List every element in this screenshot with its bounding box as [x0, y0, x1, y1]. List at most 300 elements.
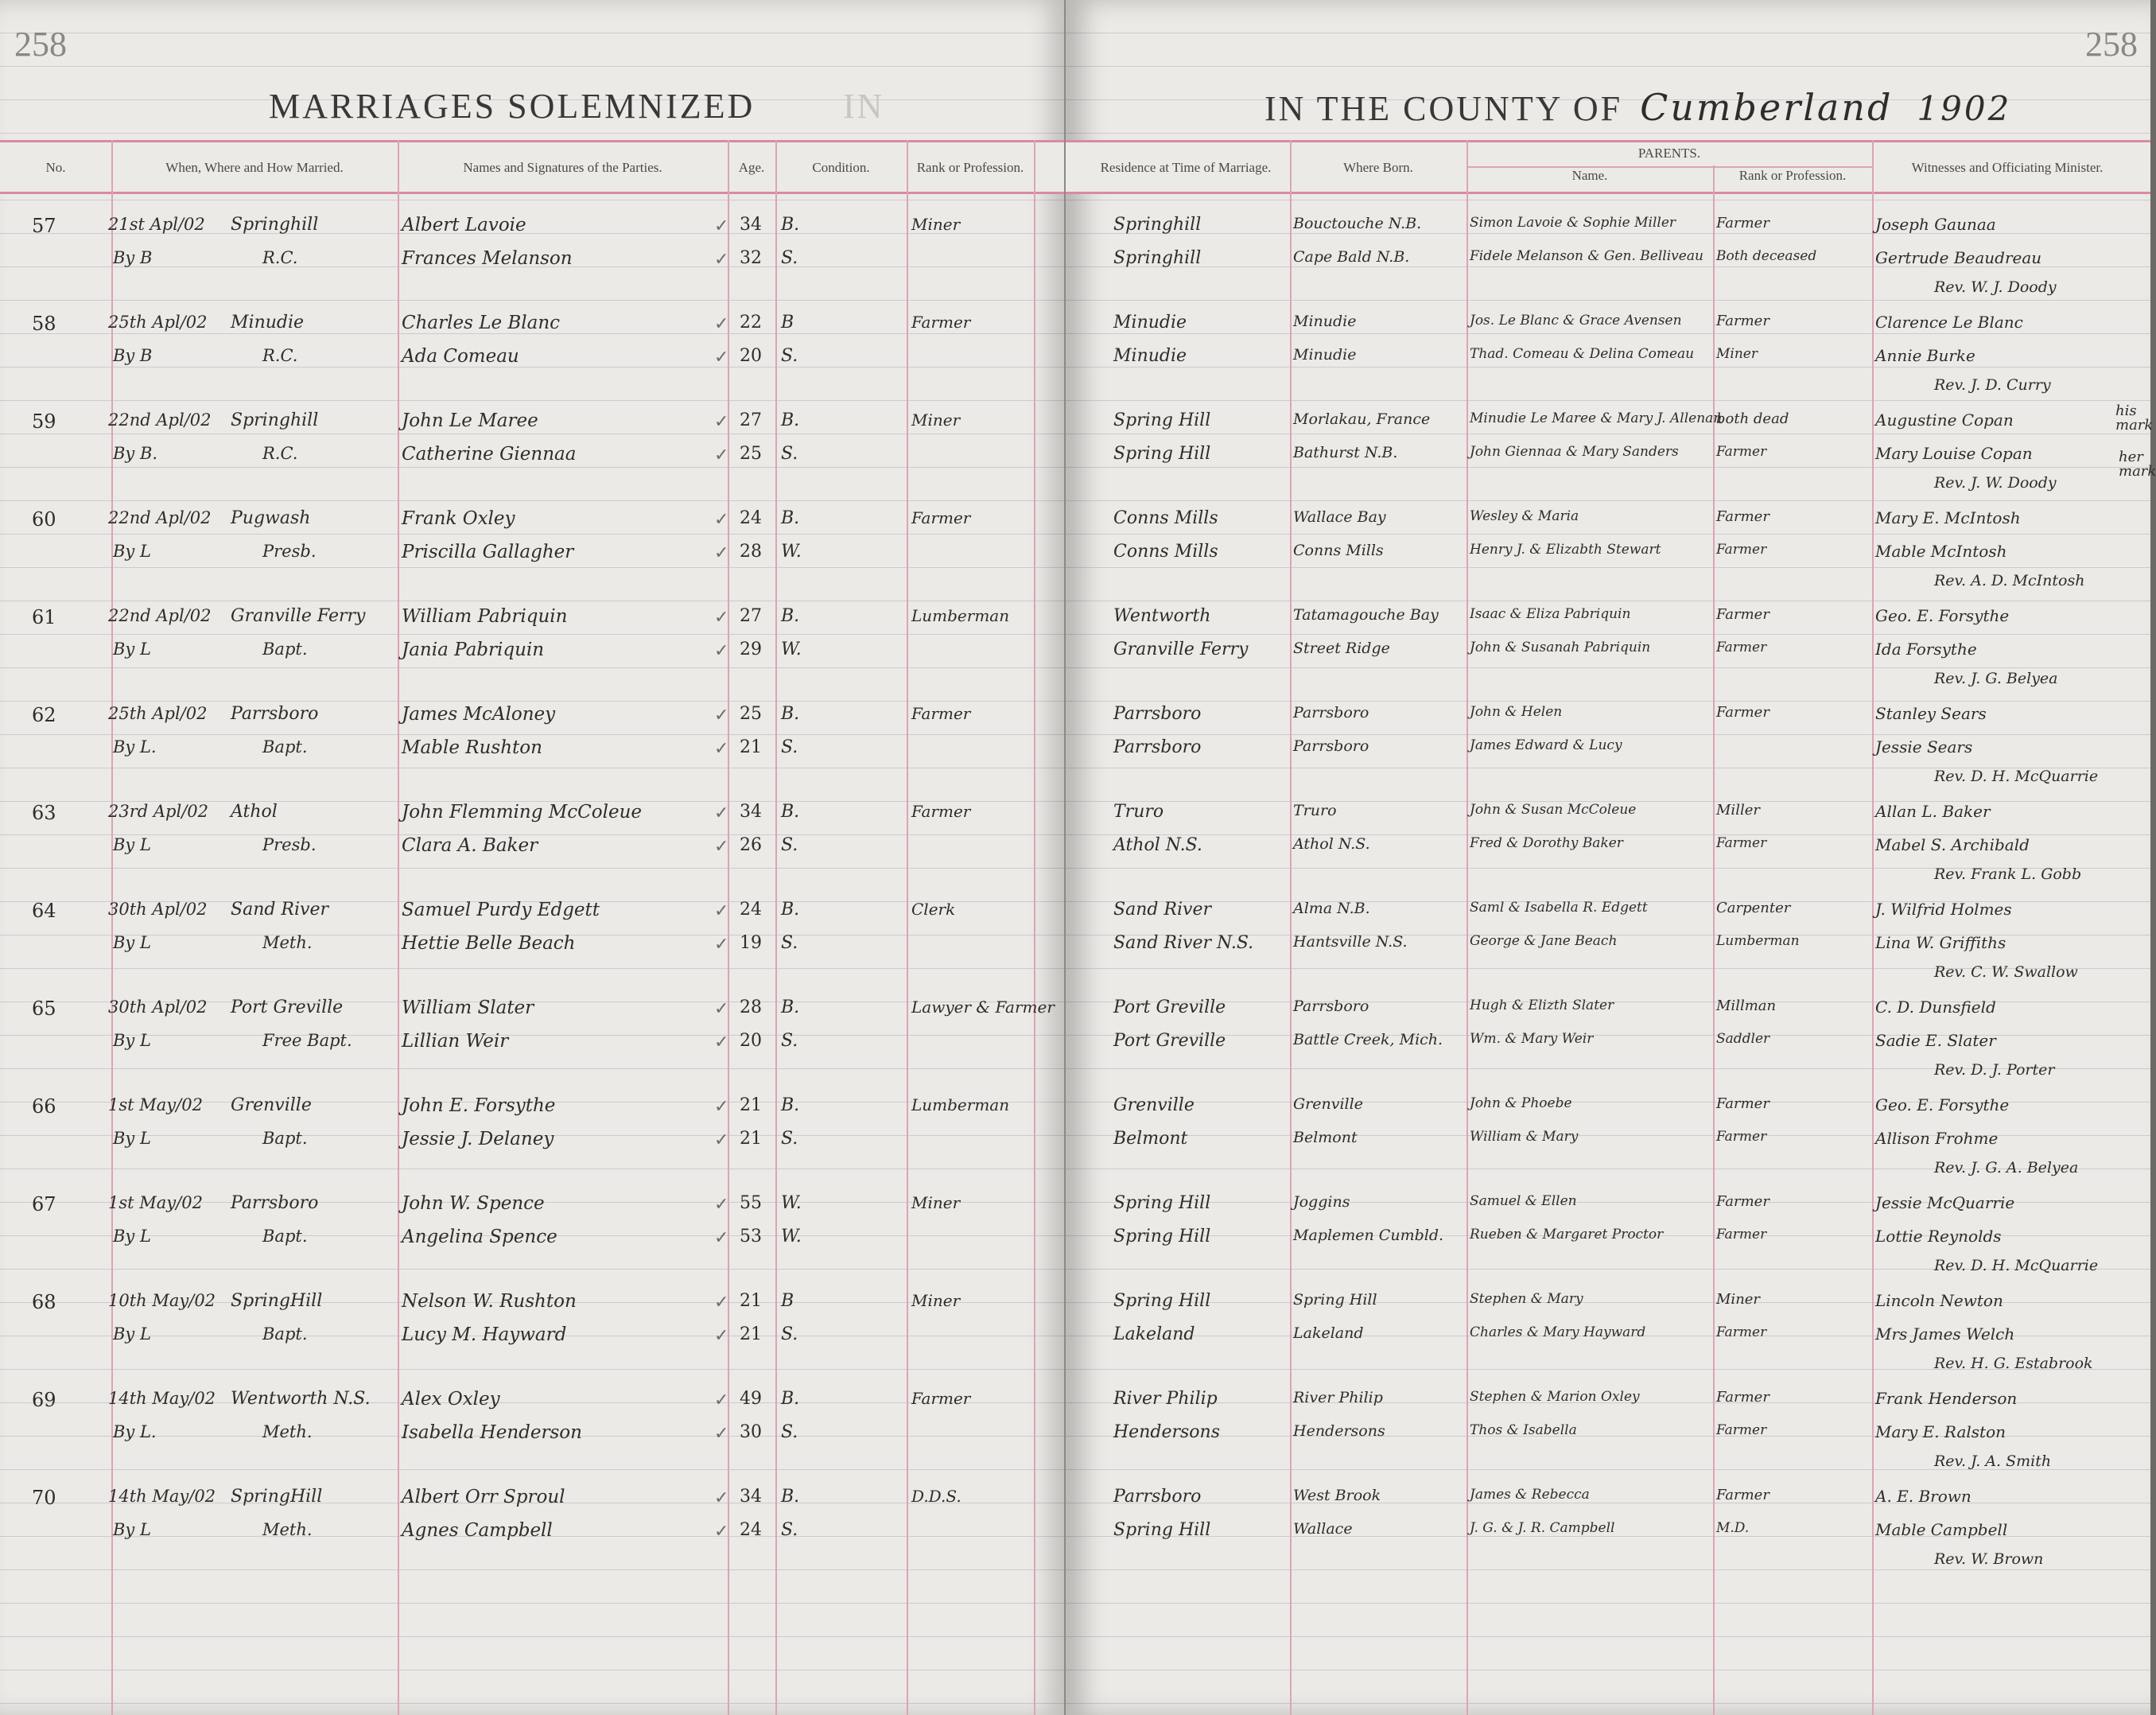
marriage-method: By L [113, 640, 151, 659]
bride-age: 25 [740, 444, 762, 464]
marriage-method: By L [113, 1227, 151, 1246]
age-tick: ✓ [714, 1097, 729, 1117]
bride-residence: Belmont [1113, 1129, 1188, 1149]
groom-condition: B. [781, 508, 800, 528]
groom-condition: B. [781, 998, 800, 1017]
groom-age: 21 [740, 1095, 762, 1115]
marriage-date: 14th May/02 [108, 1389, 216, 1408]
bride-parents: John & Susanah Pabriquin [1470, 640, 1651, 655]
witness-one: Augustine Copan [1875, 410, 2014, 430]
groom-parents: John & Susan McColeue [1470, 802, 1637, 818]
age-tick: ✓ [714, 543, 729, 563]
groom-parents: John & Phoebe [1470, 1095, 1572, 1111]
bride-age: 19 [740, 933, 762, 953]
groom-rank: Lumberman [911, 606, 1010, 625]
marriage-place: Springhill [231, 215, 319, 235]
col-header-age: Age. [738, 159, 765, 175]
age-tick: ✓ [714, 1032, 729, 1052]
groom-birthplace: Morlakau, France [1293, 410, 1431, 428]
groom-birthplace: Parrsboro [1293, 704, 1369, 721]
officiating-minister: Rev. J. G. Belyea [1934, 670, 2058, 687]
bride-name: Mable Rushton [402, 737, 542, 758]
bride-condition: W. [781, 1227, 802, 1246]
groom-rank: Lumberman [911, 1095, 1010, 1114]
officiating-minister: Rev. W. Brown [1934, 1550, 2044, 1568]
marriage-method: By L. [113, 737, 157, 756]
bride-parents-rank: Farmer [1716, 640, 1767, 655]
denomination: Meth. [262, 1422, 313, 1441]
denomination: Bapt. [262, 1227, 308, 1246]
groom-residence: Parrsboro [1113, 704, 1202, 724]
groom-name: Albert Lavoie [402, 215, 526, 235]
marriage-place: Springhill [231, 410, 319, 430]
groom-residence: Truro [1113, 802, 1164, 822]
groom-residence: Minudie [1113, 313, 1187, 332]
bride-parents: Rueben & Margaret Proctor [1470, 1227, 1664, 1242]
col-header-rank: Rank or Profession. [916, 159, 1024, 175]
bride-name: Jania Pabriquin [402, 640, 545, 660]
denomination: Presb. [262, 542, 317, 561]
marriage-date: 1st May/02 [108, 1193, 203, 1212]
groom-name: John Le Maree [402, 410, 538, 431]
groom-rank: Clerk [911, 900, 956, 919]
groom-parents: Simon Lavoie & Sophie Miller [1470, 215, 1676, 231]
her-mark-note: her mark [2119, 449, 2156, 480]
groom-name: Albert Orr Sproul [402, 1487, 565, 1507]
witness-one: Frank Henderson [1875, 1389, 2018, 1408]
marriage-date: 21st Apl/02 [108, 215, 205, 234]
groom-age: 55 [740, 1193, 762, 1213]
bride-birthplace: Hendersons [1293, 1422, 1385, 1440]
bride-age: 21 [740, 1129, 762, 1149]
groom-name: Nelson W. Rushton [402, 1291, 577, 1312]
marriage-method: By B. [113, 444, 158, 463]
marriage-place: Minudie [231, 313, 305, 332]
col-header-witnesses: Witnesses and Officiating Minister. [1911, 159, 2104, 175]
county-name: Cumberland [1640, 86, 1894, 129]
groom-age: 34 [740, 802, 762, 822]
groom-rank: D.D.S. [911, 1487, 961, 1506]
marriage-method: By L. [113, 1422, 157, 1441]
marriage-place: Port Greville [231, 998, 344, 1017]
bride-residence: Springhill [1113, 248, 1202, 268]
bride-age: 21 [740, 737, 762, 757]
age-tick: ✓ [714, 706, 729, 725]
entry-number: 63 [32, 802, 56, 824]
age-tick: ✓ [714, 1488, 729, 1508]
witness-one: Geo. E. Forsythe [1875, 606, 2010, 625]
officiating-minister: Rev. W. J. Doody [1934, 278, 2057, 296]
groom-residence: Parrsboro [1113, 1487, 1202, 1507]
groom-parents-rank: Farmer [1716, 1095, 1769, 1112]
denomination: R.C. [262, 248, 298, 267]
groom-parents-rank: Farmer [1716, 508, 1769, 525]
bride-residence: Spring Hill [1113, 1520, 1211, 1540]
witness-two: Jessie Sears [1875, 737, 1973, 756]
bride-parents: Henry J. & Elizabth Stewart [1470, 542, 1661, 558]
groom-residence: River Philip [1113, 1389, 1218, 1409]
bride-parents-rank: Farmer [1716, 1129, 1767, 1145]
bride-condition: S. [781, 835, 798, 855]
groom-residence: Spring Hill [1113, 1193, 1211, 1213]
marriage-date: 10th May/02 [108, 1291, 216, 1310]
col-header-parents-rank: Rank or Profession. [1738, 167, 1847, 183]
bride-age: 26 [740, 835, 762, 855]
bride-residence: Hendersons [1113, 1422, 1220, 1442]
bride-age: 24 [740, 1520, 762, 1540]
bride-age: 20 [740, 346, 762, 366]
groom-residence: Conns Mills [1113, 508, 1218, 528]
groom-condition: B. [781, 704, 800, 724]
bride-condition: S. [781, 1520, 798, 1540]
groom-rank: Farmer [911, 313, 971, 332]
witness-two: Allison Frohme [1875, 1129, 1999, 1148]
marriage-date: 25th Apl/02 [108, 704, 208, 723]
bride-age: 32 [740, 248, 762, 268]
marriage-date: 22nd Apl/02 [108, 606, 212, 625]
entry-number: 57 [32, 215, 56, 237]
age-tick: ✓ [714, 901, 729, 921]
bride-name: Isabella Henderson [402, 1422, 582, 1443]
page-title-left: MARRIAGES SOLEMNIZED [269, 87, 756, 126]
his-mark-note: his mark [2115, 402, 2154, 434]
denomination: R.C. [262, 444, 298, 463]
faded-title-fragment: IN [843, 87, 885, 126]
witness-one: Clarence Le Blanc [1875, 313, 2023, 332]
denomination: R.C. [262, 346, 298, 365]
bride-name: Frances Melanson [402, 248, 573, 269]
officiating-minister: Rev. A. D. McIntosh [1934, 572, 2085, 589]
register-year: 1902 [1917, 89, 2012, 128]
bride-birthplace: Minudie [1293, 346, 1357, 364]
witness-two: Mabel S. Archibald [1875, 835, 2030, 854]
col-header-born: Where Born. [1343, 159, 1413, 175]
entry-number: 60 [32, 508, 56, 531]
groom-birthplace: Minudie [1293, 313, 1357, 330]
age-tick: ✓ [714, 1390, 729, 1410]
groom-condition: B. [781, 1095, 800, 1115]
groom-rank: Farmer [911, 704, 971, 723]
bride-residence: Lakeland [1113, 1324, 1195, 1344]
groom-parents: Isaac & Eliza Pabriquin [1470, 606, 1631, 622]
bride-birthplace: Bathurst N.B. [1293, 444, 1398, 461]
bride-name: Lucy M. Hayward [402, 1324, 567, 1345]
witness-two: Mrs James Welch [1875, 1324, 2015, 1344]
bride-name: Priscilla Gallagher [402, 542, 574, 562]
bride-name: Agnes Campbell [402, 1520, 553, 1541]
groom-parents-rank: Farmer [1716, 1193, 1769, 1210]
witness-one: C. D. Dunsfield [1875, 998, 1996, 1017]
age-tick: ✓ [714, 250, 729, 270]
officiating-minister: Rev. H. G. Estabrook [1934, 1355, 2093, 1372]
bride-name: Ada Comeau [402, 346, 519, 367]
groom-parents: Samuel & Ellen [1470, 1193, 1577, 1209]
bride-age: 21 [740, 1324, 762, 1344]
groom-name: Samuel Purdy Edgett [402, 900, 600, 920]
age-tick: ✓ [714, 739, 729, 759]
age-tick: ✓ [714, 412, 729, 432]
bride-parents-rank: Farmer [1716, 542, 1767, 558]
bride-condition: W. [781, 542, 802, 562]
age-tick: ✓ [714, 935, 729, 955]
age-tick: ✓ [714, 510, 729, 530]
groom-birthplace: Alma N.B. [1293, 900, 1370, 917]
groom-condition: B. [781, 1389, 800, 1409]
age-tick: ✓ [714, 1326, 729, 1346]
groom-rank: Miner [911, 1291, 961, 1310]
witness-one: A. E. Brown [1875, 1487, 1971, 1506]
marriage-method: By L [113, 1129, 151, 1148]
bride-condition: W. [781, 640, 802, 659]
right-header-row [1066, 140, 2150, 194]
groom-condition: B [781, 1291, 794, 1311]
col-header-when: When, Where and How Married. [165, 159, 344, 175]
bride-age: 29 [740, 640, 762, 659]
right-page [1064, 0, 2156, 1715]
marriage-method: By L [113, 1031, 151, 1050]
groom-rank: Miner [911, 410, 961, 430]
bride-residence: Athol N.S. [1113, 835, 1202, 855]
witness-two: Lina W. Griffiths [1875, 933, 2006, 952]
col-header-names: Names and Signatures of the Parties. [463, 159, 662, 175]
groom-parents-rank: Carpenter [1716, 900, 1791, 916]
bride-parents-rank: Farmer [1716, 444, 1767, 460]
witness-one: Stanley Sears [1875, 704, 1987, 723]
entry-number: 61 [32, 606, 56, 628]
groom-birthplace: West Brook [1293, 1487, 1381, 1504]
groom-condition: B [781, 313, 794, 332]
age-tick: ✓ [714, 837, 729, 857]
witness-one: Geo. E. Forsythe [1875, 1095, 2010, 1114]
groom-name: James McAloney [402, 704, 556, 725]
groom-name: John Flemming McColeue [402, 802, 643, 822]
bride-birthplace: Street Ridge [1293, 640, 1390, 657]
denomination: Bapt. [262, 1324, 308, 1344]
officiating-minister: Rev. D. J. Porter [1934, 1061, 2055, 1079]
groom-condition: B. [781, 802, 800, 822]
marriage-date: 22nd Apl/02 [108, 508, 212, 527]
groom-parents-rank: Farmer [1716, 215, 1769, 231]
entry-number: 68 [32, 1291, 56, 1313]
bride-name: Angelina Spence [402, 1227, 557, 1247]
entry-number: 65 [32, 998, 56, 1020]
groom-age: 28 [740, 998, 762, 1017]
witness-two: Annie Burke [1875, 346, 1975, 365]
groom-parents-rank: Farmer [1716, 704, 1769, 721]
groom-age: 25 [740, 704, 762, 724]
bride-name: Hettie Belle Beach [402, 933, 576, 954]
bride-parents: Fidele Melanson & Gen. Belliveau [1470, 248, 1703, 264]
bride-age: 53 [740, 1227, 762, 1246]
bride-parents-rank: Farmer [1716, 1422, 1767, 1438]
bride-parents-rank: Both deceased [1716, 248, 1817, 264]
bride-residence: Conns Mills [1113, 542, 1218, 562]
groom-condition: B. [781, 410, 800, 430]
bride-birthplace: Conns Mills [1293, 542, 1384, 559]
groom-residence: Port Greville [1113, 998, 1226, 1017]
groom-parents: Jos. Le Blanc & Grace Avensen [1470, 313, 1682, 329]
marriage-place: Parrsboro [231, 1193, 319, 1213]
marriage-place: Granville Ferry [231, 606, 366, 626]
bride-birthplace: Athol N.S. [1293, 835, 1370, 853]
groom-birthplace: Grenville [1293, 1095, 1363, 1113]
title-right-prefix: IN THE COUNTY OF [1264, 89, 1623, 128]
witness-two: Lottie Reynolds [1875, 1227, 2002, 1246]
bride-parents: William & Mary [1470, 1129, 1579, 1145]
age-tick: ✓ [714, 314, 729, 334]
bride-residence: Spring Hill [1113, 1227, 1211, 1246]
denomination: Bapt. [262, 1129, 308, 1148]
age-tick: ✓ [714, 1228, 729, 1248]
groom-name: Charles Le Blanc [402, 313, 561, 333]
officiating-minister: Rev. J. D. Curry [1934, 376, 2051, 394]
bride-age: 28 [740, 542, 762, 562]
marriage-method: By L [113, 542, 151, 561]
age-tick: ✓ [714, 348, 729, 368]
marriage-date: 30th Apl/02 [108, 998, 208, 1017]
groom-residence: Spring Hill [1113, 1291, 1211, 1311]
bride-parents: Charles & Mary Hayward [1470, 1324, 1646, 1340]
groom-rank: Farmer [911, 802, 971, 821]
groom-rank: Farmer [911, 1389, 971, 1408]
bride-parents-rank: Saddler [1716, 1031, 1770, 1047]
marriage-place: Parrsboro [231, 704, 319, 724]
denomination: Bapt. [262, 737, 308, 756]
groom-condition: W. [781, 1193, 802, 1213]
witness-two: Mable McIntosh [1875, 542, 2007, 561]
entry-number: 62 [32, 704, 56, 726]
groom-age: 27 [740, 410, 762, 430]
groom-parents: Wesley & Maria [1470, 508, 1579, 524]
age-tick: ✓ [714, 999, 729, 1019]
entry-number: 66 [32, 1095, 56, 1118]
groom-name: Alex Oxley [402, 1389, 500, 1410]
witness-one: Allan L. Baker [1875, 802, 1991, 821]
page-title-right [1264, 86, 2011, 129]
marriage-method: By L [113, 933, 151, 952]
left-page-number: 258 [14, 25, 67, 64]
marriage-place: SpringHill [231, 1291, 323, 1311]
age-tick: ✓ [714, 608, 729, 628]
marriage-place: Sand River [231, 900, 328, 920]
witness-two: Mable Campbell [1875, 1520, 2008, 1539]
bride-parents-rank: Farmer [1716, 835, 1767, 851]
bride-parents-rank: Lumberman [1716, 933, 1800, 949]
groom-parents-rank: Farmer [1716, 1487, 1769, 1503]
bride-name: Jessie J. Delaney [402, 1129, 554, 1149]
groom-age: 22 [740, 313, 762, 332]
witness-two: Mary Louise Copan [1875, 444, 2033, 463]
bride-parents: James Edward & Lucy [1470, 737, 1622, 753]
bride-parents-rank: Miner [1716, 346, 1758, 362]
bride-parents-rank: Farmer [1716, 1227, 1767, 1242]
groom-residence: Springhill [1113, 215, 1202, 235]
bride-name: Catherine Giennaa [402, 444, 577, 465]
marriage-method: By B [113, 248, 153, 267]
witness-two: Mary E. Ralston [1875, 1422, 2006, 1441]
groom-parents: Stephen & Marion Oxley [1470, 1389, 1640, 1405]
groom-rank: Farmer [911, 508, 971, 527]
bride-condition: S. [781, 737, 798, 757]
marriage-place: Grenville [231, 1095, 312, 1115]
bride-condition: S. [781, 346, 798, 366]
bride-condition: S. [781, 933, 798, 953]
groom-name: Frank Oxley [402, 508, 515, 529]
groom-birthplace: River Philip [1293, 1389, 1383, 1406]
groom-birthplace: Bouctouche N.B. [1293, 215, 1422, 232]
groom-residence: Wentworth [1113, 606, 1211, 626]
witness-two: Ida Forsythe [1875, 640, 1977, 659]
witness-one: Jessie McQuarrie [1875, 1193, 2015, 1212]
col-header-parents-name: Name. [1571, 167, 1608, 183]
left-page [0, 0, 1064, 1715]
bride-birthplace: Hantsville N.S. [1293, 933, 1408, 951]
right-page-number: 258 [2085, 25, 2138, 64]
officiating-minister: Rev. C. W. Swallow [1934, 963, 2078, 981]
marriage-date: 30th Apl/02 [108, 900, 208, 919]
denomination: Presb. [262, 835, 317, 854]
groom-age: 21 [740, 1291, 762, 1311]
groom-age: 34 [740, 1487, 762, 1507]
groom-parents-rank: Miller [1716, 802, 1760, 819]
groom-age: 27 [740, 606, 762, 626]
bride-parents: Fred & Dorothy Baker [1470, 835, 1623, 851]
bride-residence: Parrsboro [1113, 737, 1202, 757]
groom-rank: Miner [911, 1193, 961, 1212]
officiating-minister: Rev. J. G. A. Belyea [1934, 1159, 2079, 1176]
bride-parents: J. G. & J. R. Campbell [1470, 1520, 1615, 1536]
bride-birthplace: Wallace [1293, 1520, 1353, 1538]
bride-condition: S. [781, 1129, 798, 1149]
marriage-method: By L [113, 835, 151, 854]
groom-birthplace: Joggins [1293, 1193, 1350, 1211]
age-tick: ✓ [714, 803, 729, 823]
bride-birthplace: Battle Creek, Mich. [1293, 1031, 1443, 1048]
witness-one: Lincoln Newton [1875, 1291, 2003, 1310]
parents-label: PARENTS. [1637, 146, 1701, 161]
marriage-place: SpringHill [231, 1487, 323, 1507]
bride-condition: S. [781, 1324, 798, 1344]
marriage-place: Athol [231, 802, 278, 822]
marriage-method: By L [113, 1324, 151, 1344]
bride-residence: Sand River N.S. [1113, 933, 1254, 953]
bride-condition: S. [781, 1031, 798, 1051]
age-tick: ✓ [714, 641, 729, 661]
denomination: Meth. [262, 933, 313, 952]
groom-age: 24 [740, 508, 762, 528]
groom-birthplace: Wallace Bay [1293, 508, 1386, 526]
bride-parents-rank: Farmer [1716, 1324, 1767, 1340]
groom-birthplace: Tatamagouche Bay [1293, 606, 1439, 624]
marriage-place: Pugwash [231, 508, 311, 528]
marriage-date: 22nd Apl/02 [108, 410, 212, 430]
officiating-minister: Rev. J. A. Smith [1934, 1452, 2052, 1470]
marriage-date: 1st May/02 [108, 1095, 203, 1114]
groom-parents: John & Helen [1470, 704, 1563, 720]
denomination: Meth. [262, 1520, 313, 1539]
groom-age: 34 [740, 215, 762, 235]
groom-parents-rank: Farmer [1716, 606, 1769, 623]
groom-name: William Slater [402, 998, 534, 1018]
col-header-residence: Residence at Time of Marriage. [1100, 159, 1272, 175]
bride-birthplace: Maplemen Cumbld. [1293, 1227, 1444, 1244]
left-header-row [0, 140, 1064, 194]
groom-residence: Sand River [1113, 900, 1211, 920]
groom-parents-rank: Miner [1716, 1291, 1761, 1308]
age-tick: ✓ [714, 216, 729, 236]
groom-name: John W. Spence [402, 1193, 545, 1214]
groom-age: 49 [740, 1389, 762, 1409]
